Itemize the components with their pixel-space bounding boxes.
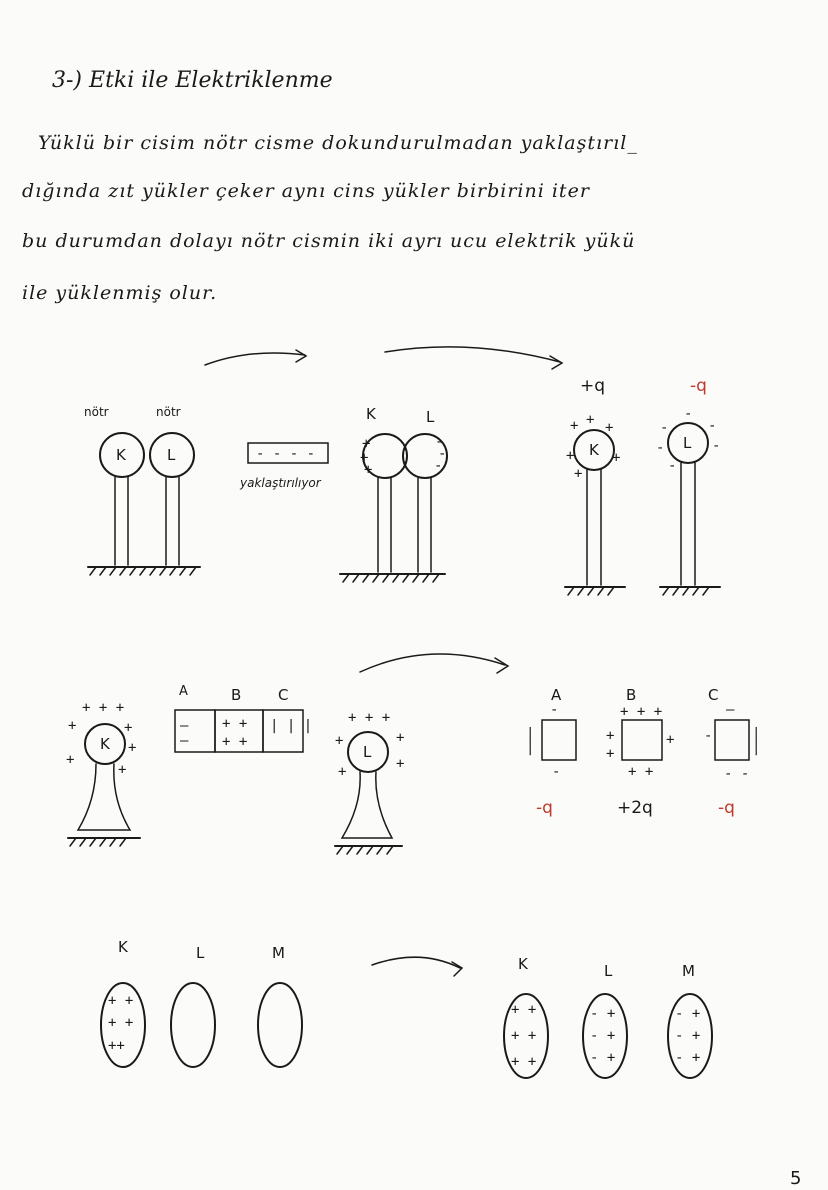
svg-text:-: - (656, 440, 665, 456)
fig3-m2-label: M (682, 962, 695, 980)
page-title: 3-) Etki ile Elektriklenme (52, 68, 333, 93)
paragraph-line-2: dığında zıt yükler çeker aynı cins yükler birbirini iter (22, 180, 590, 202)
svg-text:+: + (335, 733, 344, 749)
svg-text:+ +: + + (511, 1002, 537, 1018)
arrow-2 (385, 347, 560, 362)
svg-text:- +: - + (590, 1050, 616, 1066)
svg-text:+ +: + + (511, 1054, 537, 1070)
svg-text:-: - (438, 446, 447, 462)
fig1-sphere-l-label: L (167, 446, 176, 464)
svg-text:-: - (434, 458, 443, 474)
fig1-left-group (88, 433, 200, 575)
svg-text:| | |: | | | (270, 718, 313, 734)
fig3-k2-label: K (518, 955, 528, 973)
fig2-sphere-k-label: K (100, 735, 110, 753)
svg-text:+: + (364, 462, 373, 478)
svg-text:—: — (180, 718, 189, 734)
fig2-sphere-l-label: L (363, 743, 372, 761)
fig2-l-group (335, 710, 404, 854)
fig2-result-a-label: A (551, 686, 562, 704)
fig1-rod-caption: yaklaştırılıyor (240, 476, 321, 490)
svg-text:- +: - + (675, 1050, 701, 1066)
svg-text:+: + (66, 752, 75, 768)
svg-text:+: + (606, 728, 615, 744)
svg-text:+: + (362, 436, 371, 452)
svg-text:- +: - + (675, 1028, 701, 1044)
svg-text:+: + (338, 764, 347, 780)
fig2-charge-b: +2q (617, 798, 653, 818)
svg-text:- - - -: - - - - (256, 446, 316, 462)
svg-text:|: | (752, 726, 761, 742)
svg-text:+ +: + + (222, 716, 248, 732)
svg-text:- -: - - (724, 766, 750, 782)
svg-text:—: — (726, 702, 735, 718)
svg-text:++: ++ (108, 1038, 125, 1054)
paragraph-line-4: ile yüklenmiş olur. (22, 282, 218, 304)
fig3-m-label: M (272, 944, 285, 962)
fig2-box-a-label: A (179, 684, 188, 699)
svg-text:-: - (668, 458, 677, 474)
svg-text:+: + (396, 730, 405, 746)
fig2-result-boxes (526, 702, 760, 782)
svg-text:+: + (606, 746, 615, 762)
svg-text:+: + (566, 448, 575, 464)
svg-text:-: - (550, 702, 559, 718)
fig2-box-c-label: C (278, 686, 289, 704)
svg-text:+: + (360, 450, 369, 466)
svg-text:+: + (612, 450, 621, 466)
paragraph-line-1: Yüklü bir cisim nötr cisme dokundurulmadan yaklaştırıl_ (38, 132, 638, 154)
fig1-mid-group (340, 434, 447, 582)
fig1-right-l-label: L (683, 434, 692, 452)
fig3-k-label: K (118, 938, 128, 956)
fig2-charge-a: -q (536, 798, 553, 818)
charged-rod (248, 443, 328, 463)
svg-text:-: - (708, 418, 717, 434)
svg-text:—: — (180, 733, 189, 749)
fig2-boxes (175, 710, 312, 752)
svg-text:+: + (586, 412, 595, 428)
svg-text:+ + +: + + + (82, 700, 125, 716)
arrow-1 (205, 353, 305, 365)
fig3-left (101, 983, 302, 1067)
fig2-box-b-label: B (231, 686, 242, 704)
svg-text:|: | (526, 726, 535, 742)
svg-text:+: + (396, 756, 405, 772)
fig3-right (504, 994, 712, 1078)
fig1-mid-k-label: K (366, 405, 376, 423)
svg-text:-: - (712, 438, 721, 454)
svg-text:|: | (752, 740, 761, 756)
svg-text:+: + (605, 420, 614, 436)
svg-text:-: - (552, 764, 561, 780)
svg-text:+ +: + + (108, 993, 134, 1009)
fig2-result-c-label: C (708, 686, 719, 704)
svg-text:+: + (570, 418, 579, 434)
page-number: 5 (790, 1168, 802, 1189)
svg-text:+: + (666, 732, 675, 748)
svg-text:+ + +: + + + (348, 710, 391, 726)
svg-text:-: - (684, 406, 693, 422)
svg-text:+: + (68, 718, 77, 734)
svg-text:|: | (526, 740, 535, 756)
fig3-l2-label: L (604, 962, 613, 980)
svg-text:+ +: + + (511, 1028, 537, 1044)
svg-text:+ +: + + (628, 764, 654, 780)
paragraph-line-3: bu durumdan dolayı nötr cismin iki ayrı ucu elektrik yükü (22, 230, 636, 252)
svg-text:- +: - + (675, 1006, 701, 1022)
fig2-result-b-label: B (626, 686, 637, 704)
arrow-4 (372, 957, 460, 968)
svg-text:-: - (704, 728, 713, 744)
svg-text:-: - (435, 434, 444, 450)
fig1-charge-k: +q (580, 376, 606, 396)
fig1-label-notr-2: nötr (156, 405, 181, 419)
svg-text:+: + (118, 762, 127, 778)
fig2-charge-c: -q (718, 798, 735, 818)
svg-text:+ + +: + + + (620, 704, 663, 720)
fig1-right-k-label: K (589, 441, 599, 459)
fig1-sphere-k-label: K (116, 446, 126, 464)
fig1-mid-l-label: L (426, 408, 435, 426)
arrow-3 (360, 654, 505, 672)
svg-text:-: - (660, 420, 669, 436)
svg-text:+ +: + + (108, 1015, 134, 1031)
svg-text:+ +: + + (222, 734, 248, 750)
svg-text:+: + (124, 720, 133, 736)
fig3-l-label: L (196, 944, 205, 962)
svg-text:+: + (128, 740, 137, 756)
fig1-charge-l: -q (690, 376, 707, 396)
svg-text:- +: - + (590, 1028, 616, 1044)
fig1-right-group (565, 406, 720, 595)
fig1-label-notr-1: nötr (84, 405, 109, 419)
svg-text:+: + (574, 466, 583, 482)
fig2-k-group (66, 700, 140, 846)
svg-text:- +: - + (590, 1006, 616, 1022)
